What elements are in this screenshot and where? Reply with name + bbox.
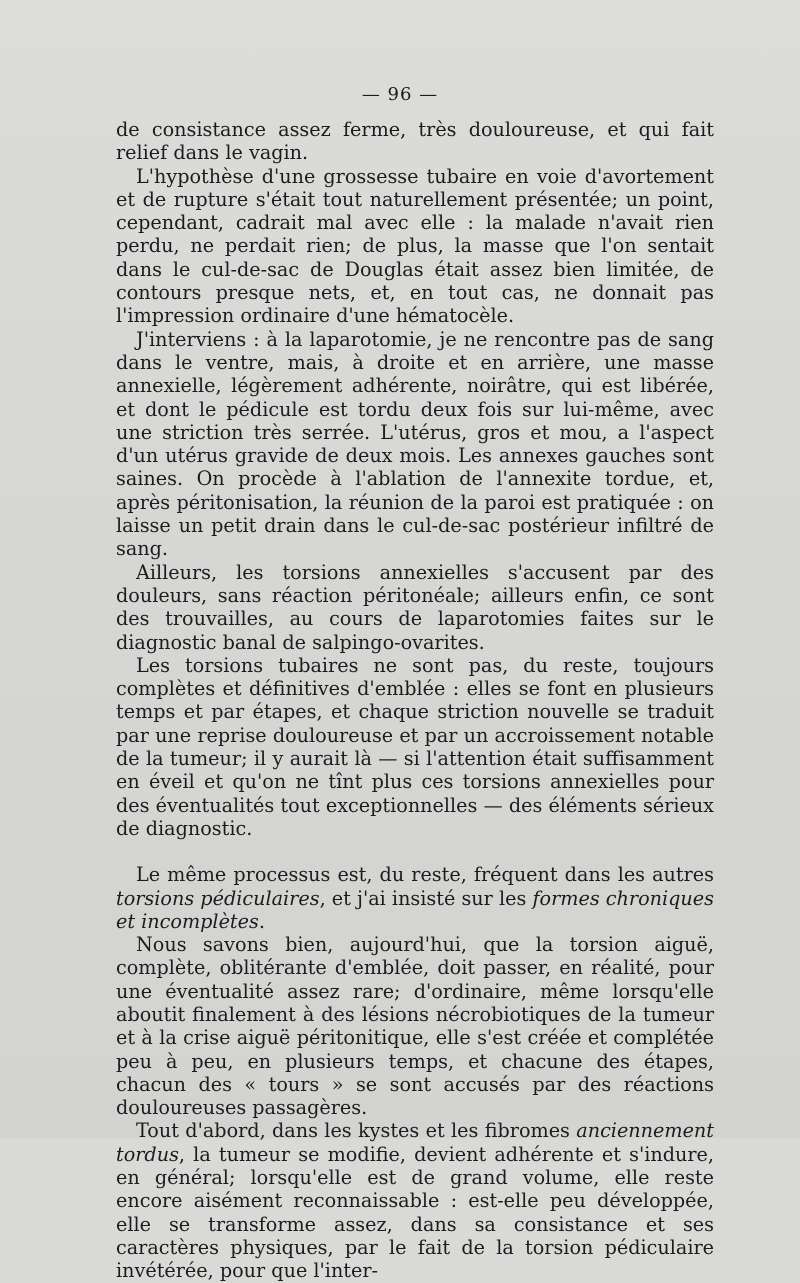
text-span: Tout d'abord, dans les kystes et les fibromes xyxy=(136,1119,577,1143)
body-text xyxy=(116,118,714,1283)
italic-span: formes chroniques et incomplètes xyxy=(116,886,714,933)
page-number: — 96 — xyxy=(361,84,439,105)
paragraph-same-process xyxy=(116,863,714,933)
text-span: . xyxy=(258,909,265,933)
italic-span: torsions pédiculaires xyxy=(116,886,320,910)
text-span: Le même processus est, du reste, fréquent dans les autres xyxy=(136,863,714,887)
paragraph-continuation: de consistance assez ferme, très douloureuse, et qui fait relief dans le vagin. xyxy=(116,118,714,165)
paragraph-intervention: J'interviens : à la laparotomie, je ne rencontre pas de sang dans le ventre, mais, à droite et en arrière, une masse annexielle, légèrement adhérente, noirâtre, qui est libérée, et dont le pédicule est tordu deux fois sur lui-même, avec une striction très serrée. L'utérus, gros et mou, a l'aspect d'un utérus gravide de deux mois. Les annexes gauches sont saines. On procède à l'ablation de l'annexite tordue, et, après péritonisation, la réunion de la paroi est pratiquée : on laisse un petit drain dans le cul-de-sac postérieur infiltré de sang. xyxy=(116,327,714,561)
paragraph-acute-torsion: Nous savons bien, aujourd'hui, que la torsion aiguë, complète, oblitérante d'emblée, doit passer, en réalité, pour une éventualité assez rare; d'ordinaire, même lorsqu'elle aboutit finalement à des lésions nécrobiotiques de la tumeur et à la crise aiguë péritonitique, elle s'est créée et complétée peu à peu, en plusieurs temps, et chacune des étapes, chacun des « tours » se sont accusés par des réactions douloureuses passagères. xyxy=(116,933,714,1120)
paragraph-cysts-fibroids xyxy=(116,1119,714,1282)
paragraph-elsewhere: Ailleurs, les torsions annexielles s'accusent par des douleurs, sans réaction péritonéale; ailleurs enfin, ce sont des trouvailles, au cours de laparotomies faites sur le diagnostic banal de salpingo-ovarites. xyxy=(116,560,714,654)
text-span: , la tumeur se modifie, devient adhérente et s'indure, en général; lorsqu'elle est de grand volume, elle reste encore aisément reconnaissable : est-elle peu développée, elle se transforme assez, dans sa consistance et ses caractères physiques, par le fait de la torsion pédiculaire invétérée, pour que l'inter- xyxy=(116,1142,714,1283)
paragraph-hypothesis: L'hypothèse d'une grossesse tubaire en voie d'avortement et de rupture s'était tout naturellement présentée; un point, cependant, cadrait mal avec elle : la malade n'avait rien perdu, ne perdait rien; de plus, la masse que l'on sentait dans le cul-de-sac de Douglas était assez bien limitée, de contours presque nets, et, en tout cas, ne donnait pas l'impression ordinaire d'une hématocèle. xyxy=(116,164,714,328)
text-span: , et j'ai insisté sur les xyxy=(319,886,533,910)
italic-span: anciennement tordus xyxy=(116,1119,714,1166)
paragraph-tubal-torsions: Les torsions tubaires ne sont pas, du reste, toujours complètes et définitives d'emblée : elles se font en plusieurs temps et par étapes, et chaque striction nouvelle se traduit par une reprise douloureuse et par un accroissement notable de la tumeur; il y aurait là — si l'attention était suffisamment en éveil et qu'on ne tînt plus ces torsions annexielles pour des éventualités tout exceptionnelles — des éléments sérieux de diagnostic. xyxy=(116,653,714,840)
